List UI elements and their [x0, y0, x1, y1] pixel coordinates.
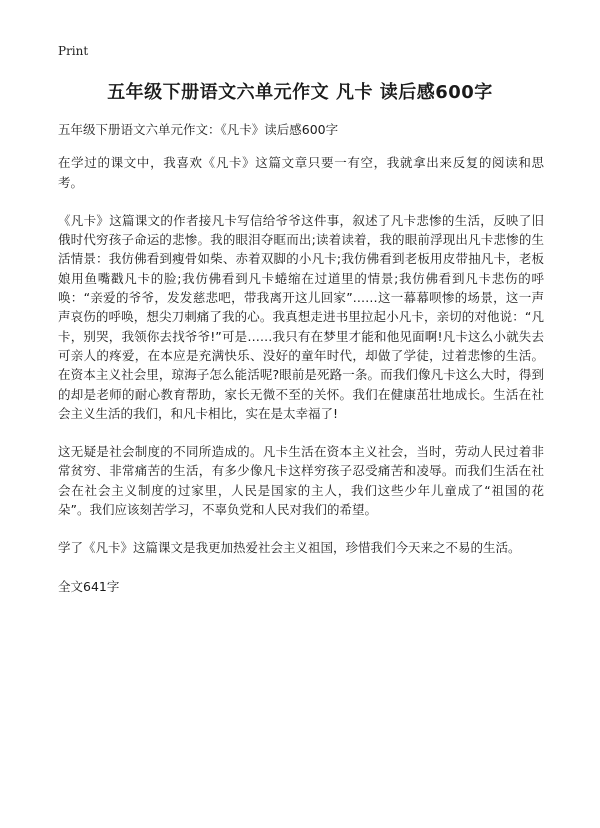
- article-body: [58, 120, 544, 615]
- article-title: 五年级下册语文六单元作文 凡卡 读后感600字: [107, 82, 493, 103]
- paragraph-2: 《凡卡》这篇课文的作者接凡卡写信给爷爷这件事，叙述了凡卡悲惨的生活，反映了旧俄时代穷孩子命运的悲惨。我的眼泪夺眶而出;读着读着，我的眼前浮现出凡卡悲惨的生活情景：我仿佛看到瘦骨如柴、赤着双脚的小凡卡;我仿佛看到老板用皮带抽凡卡，老板娘用鱼嘴戳凡卡的脸;我仿佛看到凡卡蜷缩在过道里的情景;我仿佛看到凡卡悲伤的呼唤：“亲爱的爷爷，发发慈悲吧，带我离开这儿回家”……这一幕幕呗惨的场景，这一声声哀伤的呼唤，想尖刀刺痛了我的心。我真想走进书里拉起小凡卡，亲切的对他说：“凡卡，别哭，我领你去找爷爷!”可是……我只有在梦里才能和他见面啊!凡卡这么小就失去可亲人的疼爱，在本应是充满快乐、没好的童年时代，却做了学徒，过着悲惨的生活。在资本主义社会里，琼海子怎么能活呢?眼前是死路一条。而我们像凡卡这么大时，得到的却是老师的耐心教育帮助，家长无微不至的关怀。我们在健康茁壮地成长。生活在社会主义生活的我们，和凡卡相比，实在是太幸福了!: [58, 212, 544, 421]
- paragraph-3: 这无疑是社会制度的不同所造成的。凡卡生活在资本主义社会，当时，劳动人民过着非常贫穷、非常痛苦的生活，有多少像凡卡这样穷孩子忍受痛苦和凌辱。而我们生活在社会在社会主义制度的过家里，人民是国家的主人，我们这些少年儿童成了“祖国的花朵”。我们应该刻苦学习，不辜负党和人民对我们的希望。: [58, 444, 544, 518]
- paragraph-1: 在学过的课文中，我喜欢《凡卡》这篇文章只要一有空，我就拿出来反复的阅读和思考。: [58, 155, 544, 190]
- print-link[interactable]: Print: [58, 44, 89, 58]
- paragraph-4: 学了《凡卡》这篇课文是我更加热爱社会主义祖国，珍惜我们今天来之不易的生活。: [58, 540, 521, 556]
- word-count: 全文641字: [58, 578, 120, 594]
- article-subtitle: 五年级下册语文六单元作文：《凡卡》读后感600字: [58, 122, 339, 137]
